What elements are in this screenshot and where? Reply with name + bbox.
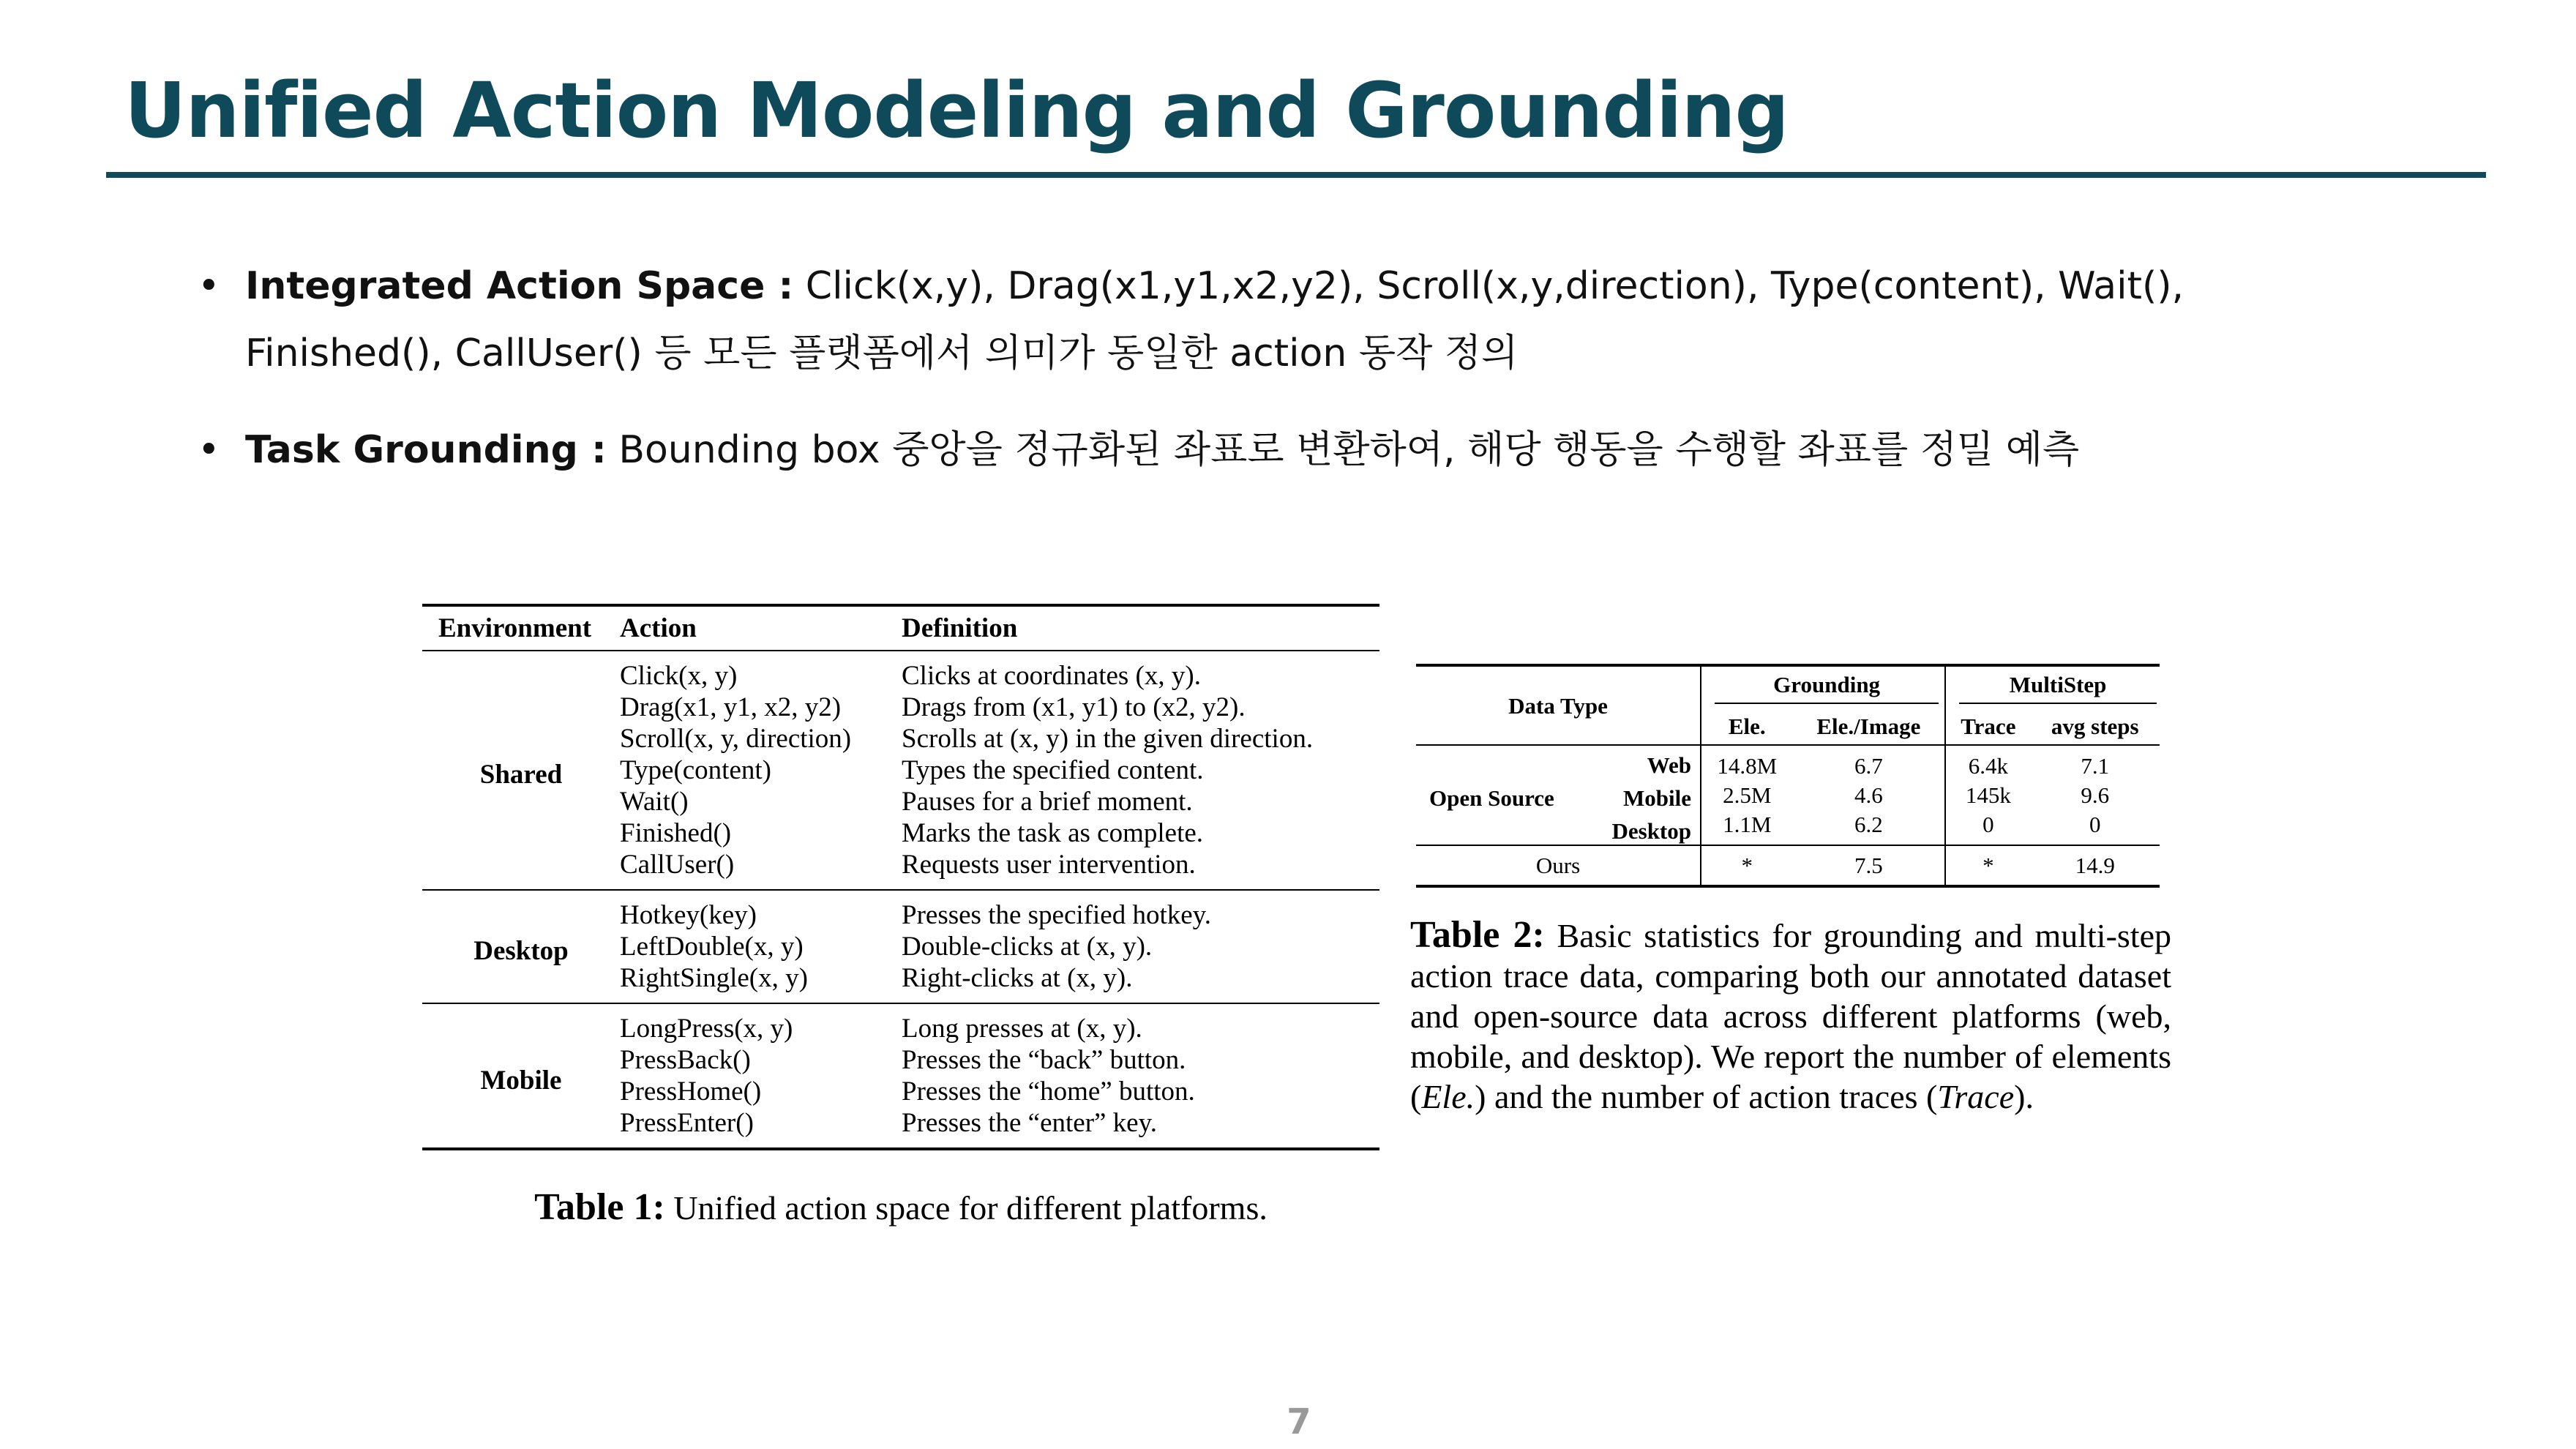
bullet-label: Integrated Action Space : bbox=[245, 264, 794, 308]
table1-action: PressHome() bbox=[620, 1077, 762, 1107]
table1-env-mobile: Mobile bbox=[480, 1065, 562, 1096]
table1-action: PressBack() bbox=[620, 1045, 751, 1075]
table1-definition: Marks the task as complete. bbox=[902, 818, 1204, 848]
table2-caption-text: ). bbox=[2014, 1078, 2034, 1115]
table1-definition: Drags from (x1, y1) to (x2, y2). bbox=[902, 692, 1246, 722]
table1-env-desktop: Desktop bbox=[473, 936, 569, 966]
table2-cell: 145k bbox=[1945, 781, 2030, 809]
table-row bbox=[1416, 845, 2160, 886]
table2-open-source-label: Open Source bbox=[1429, 785, 1554, 811]
table1-definition: Requests user intervention. bbox=[902, 850, 1196, 880]
table1-action: Finished() bbox=[620, 818, 732, 848]
table2-platform: Web bbox=[1647, 752, 1691, 778]
table2-caption-em: Ele. bbox=[1421, 1078, 1475, 1115]
table2-caption bbox=[1410, 915, 2171, 1117]
table2-caption-text: Basic statistics for grounding and multi-step action trace data, comparing both our annotated dataset and open-source data across different platforms (web, mobile, and desktop). We report the number of elements ( bbox=[1410, 917, 2171, 1115]
table2-subheader: Ele./Image bbox=[1816, 714, 1921, 739]
table-row bbox=[422, 890, 1379, 931]
table2-cell: 14.9 bbox=[2075, 853, 2115, 878]
table-row bbox=[422, 1003, 1379, 1044]
table2-cell: 4.6 bbox=[1854, 782, 1883, 808]
table1-definition: Right-clicks at (x, y). bbox=[902, 963, 1133, 993]
table2-header-grounding: Grounding bbox=[1715, 671, 1939, 704]
table2-ours-label: Ours bbox=[1535, 853, 1581, 878]
bullet-dot-icon: • bbox=[198, 428, 220, 472]
table1-definition: Types the specified content. bbox=[902, 755, 1204, 785]
table2-cell: * bbox=[1945, 845, 2030, 886]
table1-action: Type(content) bbox=[620, 755, 771, 785]
table1-header-action: Action bbox=[620, 613, 697, 643]
table1-env-shared: Shared bbox=[479, 760, 563, 790]
table2-cell: 6.7 bbox=[1854, 753, 1883, 779]
table-row bbox=[422, 651, 1379, 692]
table2-subheader: avg steps bbox=[2051, 714, 2139, 739]
table1 bbox=[422, 604, 1379, 1150]
bullet-task-grounding bbox=[198, 416, 2393, 484]
table2-cell: * bbox=[1701, 845, 1793, 886]
table1-definition: Presses the “enter” key. bbox=[902, 1108, 1157, 1138]
bullet-dot-icon: • bbox=[198, 264, 220, 308]
table1-definition: Presses the specified hotkey. bbox=[902, 900, 1211, 930]
page-number: 7 bbox=[1287, 1401, 1311, 1442]
table1-action: Drag(x1, y1, x2, y2) bbox=[620, 692, 842, 722]
bullet-integrated-action-space bbox=[198, 252, 2393, 387]
table1-action: Hotkey(key) bbox=[620, 900, 757, 930]
table1-definition: Clicks at coordinates (x, y). bbox=[902, 661, 1201, 691]
table1-caption-text: Unified action space for different platforms. bbox=[673, 1189, 1268, 1227]
table1-action: Click(x, y) bbox=[620, 661, 738, 691]
table1-figure bbox=[422, 604, 1379, 1229]
table2-caption-label: Table 2: bbox=[1410, 914, 1545, 956]
table1-definition: Pauses for a brief moment. bbox=[902, 787, 1193, 817]
table2-cell: 14.8M bbox=[1701, 745, 1793, 781]
table1-action: Scroll(x, y, direction) bbox=[620, 724, 852, 754]
table2-cell: 0 bbox=[1945, 809, 2030, 845]
table2-platform: Mobile bbox=[1623, 785, 1691, 811]
table1-caption bbox=[422, 1186, 1379, 1229]
table1-definition: Long presses at (x, y). bbox=[902, 1014, 1142, 1044]
table2-cell: 9.6 bbox=[2081, 782, 2110, 808]
table1-action: LeftDouble(x, y) bbox=[620, 932, 804, 962]
title-underline bbox=[106, 172, 2486, 178]
table2-cell: 1.1M bbox=[1701, 809, 1793, 845]
table2 bbox=[1416, 664, 2160, 888]
table1-action: Wait() bbox=[620, 787, 689, 817]
table1-definition: Presses the “home” button. bbox=[902, 1077, 1195, 1107]
table2-cell: 7.1 bbox=[2081, 753, 2110, 779]
table2-caption-text: ) and the number of action traces ( bbox=[1475, 1078, 1938, 1115]
table2-figure bbox=[1416, 664, 2160, 888]
table2-cell: 6.2 bbox=[1854, 811, 1883, 837]
table2-cell: 6.4k bbox=[1945, 745, 2030, 781]
table2-header-row-1 bbox=[1416, 665, 2160, 708]
table-row bbox=[1416, 745, 2160, 781]
table2-cell: 7.5 bbox=[1854, 853, 1883, 878]
table1-action: CallUser() bbox=[620, 850, 735, 880]
table1-header-row bbox=[422, 605, 1379, 651]
table2-cell: 0 bbox=[2089, 811, 2101, 837]
table1-definition: Scrolls at (x, y) in the given direction. bbox=[902, 724, 1314, 754]
bullet-text: Click(x,y), Drag(x1,y1,x2,y2), Scroll(x,y,direction), Type(content), Wait(), Finished(), CallUser() 등 모든 플랫폼에서 의미가 동일한 action 동작 정의 bbox=[245, 264, 2184, 375]
table2-header-data-type: Data Type bbox=[1416, 665, 1701, 745]
table1-header-definition: Definition bbox=[902, 613, 1018, 643]
table2-subheader: Ele. bbox=[1701, 708, 1793, 745]
table2-cell: 2.5M bbox=[1701, 781, 1793, 809]
table1-action: RightSingle(x, y) bbox=[620, 963, 808, 993]
table1-header-environment: Environment bbox=[438, 613, 592, 643]
table1-action: LongPress(x, y) bbox=[620, 1014, 793, 1044]
table1-definition: Double-clicks at (x, y). bbox=[902, 932, 1153, 962]
table2-header-multistep: MultiStep bbox=[1959, 671, 2157, 704]
table2-platform: Desktop bbox=[1611, 818, 1691, 844]
table1-action: PressEnter() bbox=[620, 1108, 754, 1138]
bullet-text: Bounding box 중앙을 정규화된 좌표로 변환하여, 해당 행동을 수행할 좌표를 정밀 예측 bbox=[618, 428, 2080, 472]
bullet-label: Task Grounding : bbox=[245, 428, 607, 472]
table2-caption-em: Trace bbox=[1937, 1078, 2015, 1115]
page-title: Unified Action Modeling and Grounding bbox=[124, 66, 1789, 155]
bullet-list bbox=[198, 252, 2393, 513]
table1-caption-label: Table 1: bbox=[534, 1186, 665, 1228]
table1-definition: Presses the “back” button. bbox=[902, 1045, 1186, 1075]
table2-subheader: Trace bbox=[1945, 708, 2030, 745]
